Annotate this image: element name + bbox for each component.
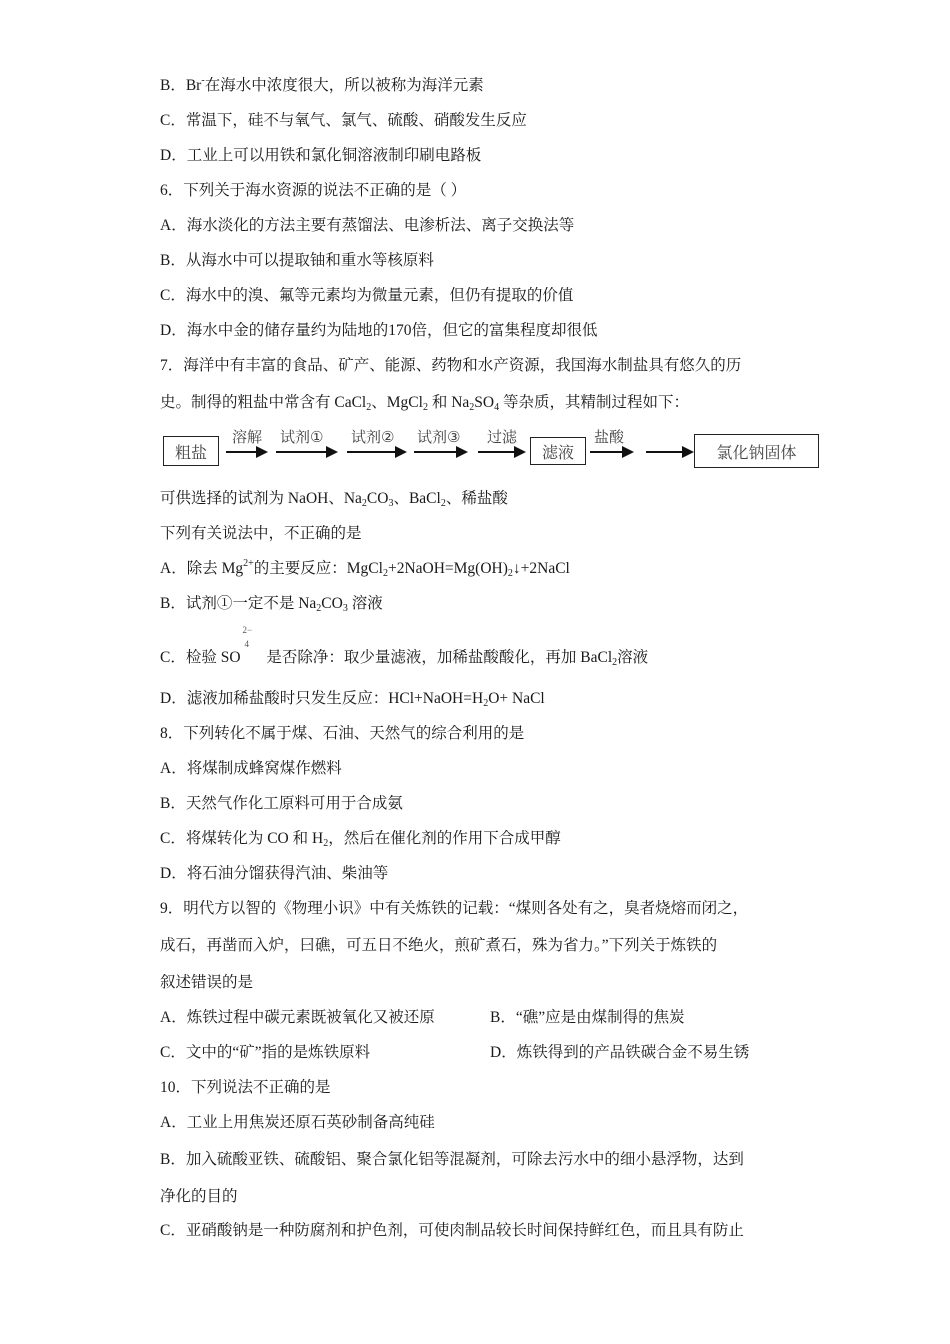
option-text: 工业上用焦炭还原石英砂制备高纯硅 xyxy=(186,1114,435,1131)
q7-option-c xyxy=(160,625,649,668)
text: SO xyxy=(474,394,495,411)
q8-stem: 8．下列转化不属于煤、石油、天然气的综合利用的是 xyxy=(160,725,525,742)
arrow-icon xyxy=(226,451,266,453)
q7-reagents xyxy=(160,489,508,509)
text: 的主要反应：MgCl xyxy=(253,560,383,577)
option-label: A． xyxy=(160,560,187,577)
q6-option-c xyxy=(160,286,573,306)
option-text: 亚硝酸钠是一种防腐剂和护色剂，可使肉制品较长时间保持鲜红色，而且具有防止 xyxy=(185,1222,744,1239)
arrow-icon xyxy=(646,451,692,453)
q7-option-d xyxy=(160,689,545,709)
q9-stem-line3: 叙述错误的是 xyxy=(160,974,254,991)
text: 史。制得的粗盐中常含有 CaCl xyxy=(160,394,367,411)
option-label: B． xyxy=(160,1151,186,1168)
flow-label-hydrochloric-acid: 盐酸 xyxy=(594,428,625,446)
option-text: 在海水中浓度很大，所以被称为海洋元素 xyxy=(204,77,484,94)
subscript: 2 xyxy=(382,568,388,579)
text: 滤液加稀盐酸时只发生反应：HCl+NaOH=H xyxy=(186,690,484,707)
subscript: 2 xyxy=(323,838,329,849)
text: 溶液 xyxy=(347,595,383,612)
text: 将煤转化为 CO 和 H xyxy=(185,830,324,847)
q10-stem: 10．下列说法不正确的是 xyxy=(160,1079,331,1096)
q5-option-b xyxy=(160,76,484,96)
arrow-icon xyxy=(347,451,405,453)
arrow-icon xyxy=(414,451,466,453)
option-label: B． xyxy=(160,252,186,269)
ion-charge: 2− xyxy=(242,625,253,635)
option-text: 海水中金的储存量约为陆地的170倍，但它的富集程度却很低 xyxy=(186,322,598,339)
q9-stem-line1: 9．明代方以智的《物理小识》中有关炼铁的记载：“煤则各处有之，臭者烧熔而闭之， xyxy=(160,900,749,917)
subscript: 2 xyxy=(440,498,446,509)
option-label: A． xyxy=(160,760,187,777)
option-text: 加入硫酸亚铁、硫酸铝、聚合氯化铝等混凝剂，可除去污水中的细小悬浮物，达到 xyxy=(185,1151,744,1168)
option-label: C． xyxy=(160,1222,186,1239)
option-label: A． xyxy=(160,217,187,234)
q9-stem-line2: 成石，再凿而入炉，曰礁，可五日不绝火，煎矿煮石，殊为省力。”下列关于炼铁的 xyxy=(160,937,718,954)
text: 可供选择的试剂为 NaOH、Na xyxy=(160,490,362,507)
formula: Br xyxy=(185,77,202,94)
text: 溶液 xyxy=(617,649,649,666)
ion-index: 4 xyxy=(244,639,250,649)
text: 、MgCl xyxy=(371,394,423,411)
text: CO xyxy=(321,595,343,612)
option-label: D． xyxy=(160,690,187,707)
flow-label-filter: 过滤 xyxy=(487,428,518,446)
subscript: 2 xyxy=(507,568,513,579)
option-label: B． xyxy=(490,1009,516,1026)
text: ↓+2NaCl xyxy=(512,560,570,577)
q9-options-row1 xyxy=(160,1008,685,1028)
text: 和 Na xyxy=(427,394,470,411)
text: 试剂①一定不是 Na xyxy=(185,595,317,612)
q7-option-b xyxy=(160,594,383,614)
option-label: A． xyxy=(160,1114,187,1131)
option-label: D． xyxy=(160,322,187,339)
q5-option-d xyxy=(160,146,481,166)
q7-stem-line1: 7．海洋中有丰富的食品、矿产、能源、药物和水产资源，我国海水制盐具有悠久的历 xyxy=(160,357,742,374)
subscript: 4 xyxy=(494,402,500,413)
q9-option-d xyxy=(490,1043,749,1063)
option-label: C． xyxy=(160,287,186,304)
text: CO xyxy=(366,490,389,507)
subscript: 2 xyxy=(483,698,489,709)
arrow-icon xyxy=(590,451,632,453)
flow-box-crude-salt: 粗盐 xyxy=(163,436,219,466)
option-label: D． xyxy=(160,147,187,164)
arrow-icon xyxy=(276,451,336,453)
option-label: D． xyxy=(490,1044,517,1061)
option-text: 工业上可以用铁和氯化铜溶液制印刷电路板 xyxy=(186,147,482,164)
text: 等杂质，其精制过程如下： xyxy=(499,394,689,411)
q7-option-a xyxy=(160,559,570,579)
text: ，然后在催化剂的作用下合成甲醇 xyxy=(328,830,561,847)
q10-option-a xyxy=(160,1113,435,1133)
text: 、稀盐酸 xyxy=(445,490,508,507)
q6-stem: 6．下列关于海水资源的说法不正确的是（ ） xyxy=(160,182,467,199)
subscript: 2 xyxy=(422,402,428,413)
option-label: C． xyxy=(160,649,186,666)
flow-label-reagent-1: 试剂① xyxy=(280,428,324,446)
option-text: 常温下，硅不与氧气、氯气、硫酸、硝酸发生反应 xyxy=(185,112,527,129)
subscript: 2 xyxy=(366,402,372,413)
option-text: “礁”应是由煤制得的焦炭 xyxy=(515,1009,685,1026)
q10-option-b-continued: 净化的目的 xyxy=(160,1188,238,1205)
superscript: 2+ xyxy=(243,558,254,569)
subscript: 2 xyxy=(469,402,475,413)
flow-box-filtrate: 滤液 xyxy=(530,437,586,465)
subscript: 2 xyxy=(612,657,618,668)
q7-prompt: 下列有关说法中，不正确的是 xyxy=(160,525,362,542)
option-text: 海水淡化的方法主要有蒸馏法、电渗析法、离子交换法等 xyxy=(186,217,575,234)
q7-stem-line2 xyxy=(160,393,689,413)
q8-option-c xyxy=(160,829,561,849)
q6-option-b xyxy=(160,251,434,271)
text: 除去 Mg xyxy=(186,560,244,577)
superscript: - xyxy=(201,75,205,86)
q9-option-c xyxy=(160,1044,370,1061)
flow-box-sodium-chloride-solid: 氯化钠固体 xyxy=(694,434,819,468)
q9-options-row2 xyxy=(160,1043,750,1063)
subscript: 3 xyxy=(388,498,394,509)
option-label: C． xyxy=(160,830,186,847)
subscript: 2 xyxy=(361,498,367,509)
q10-option-c xyxy=(160,1221,744,1241)
text: O+ NaCl xyxy=(488,690,545,707)
text: +2NaOH=Mg(OH) xyxy=(387,560,508,577)
text: 检验 SO xyxy=(185,649,241,666)
q10-option-b xyxy=(160,1150,744,1170)
option-text: 海水中的溴、氟等元素均为微量元素，但仍有提取的价值 xyxy=(185,287,574,304)
text: 、BaCl xyxy=(393,490,441,507)
option-text: 从海水中可以提取铀和重水等核原料 xyxy=(185,252,434,269)
option-text: 炼铁得到的产品铁碳合金不易生锈 xyxy=(516,1044,750,1061)
option-label: C． xyxy=(160,112,186,129)
option-text: 天然气作化工原料可用于合成氨 xyxy=(185,795,403,812)
sulfate-ion-notation xyxy=(241,625,263,662)
q8-option-d xyxy=(160,864,388,884)
option-label: D． xyxy=(160,865,187,882)
option-label: B． xyxy=(160,795,186,812)
arrow-icon xyxy=(478,451,524,453)
q5-option-c xyxy=(160,111,527,131)
option-label: A． xyxy=(160,1009,187,1026)
subscript: 3 xyxy=(342,603,348,614)
flow-label-reagent-2: 试剂② xyxy=(351,428,395,446)
q9-option-a xyxy=(160,1009,435,1026)
option-text: 文中的“矿”指的是炼铁原料 xyxy=(185,1044,371,1061)
q9-option-b xyxy=(490,1008,685,1028)
option-text: 将煤制成蜂窝煤作燃料 xyxy=(186,760,342,777)
option-label: C． xyxy=(160,1044,186,1061)
text: 是否除净：取少量滤液，加稀盐酸酸化，再加 BaCl xyxy=(262,649,613,666)
q6-option-d xyxy=(160,321,597,341)
option-text: 炼铁过程中碳元素既被氧化又被还原 xyxy=(186,1009,435,1026)
subscript: 2 xyxy=(316,603,322,614)
q6-option-a xyxy=(160,216,574,236)
option-label: B． xyxy=(160,77,186,94)
purification-flow-diagram xyxy=(160,424,830,474)
flow-label-reagent-3: 试剂③ xyxy=(417,428,461,446)
q8-option-a xyxy=(160,759,342,779)
option-text: 将石油分馏获得汽油、柴油等 xyxy=(186,865,389,882)
flow-label-dissolve: 溶解 xyxy=(232,428,263,446)
q8-option-b xyxy=(160,794,403,814)
option-label: B． xyxy=(160,595,186,612)
